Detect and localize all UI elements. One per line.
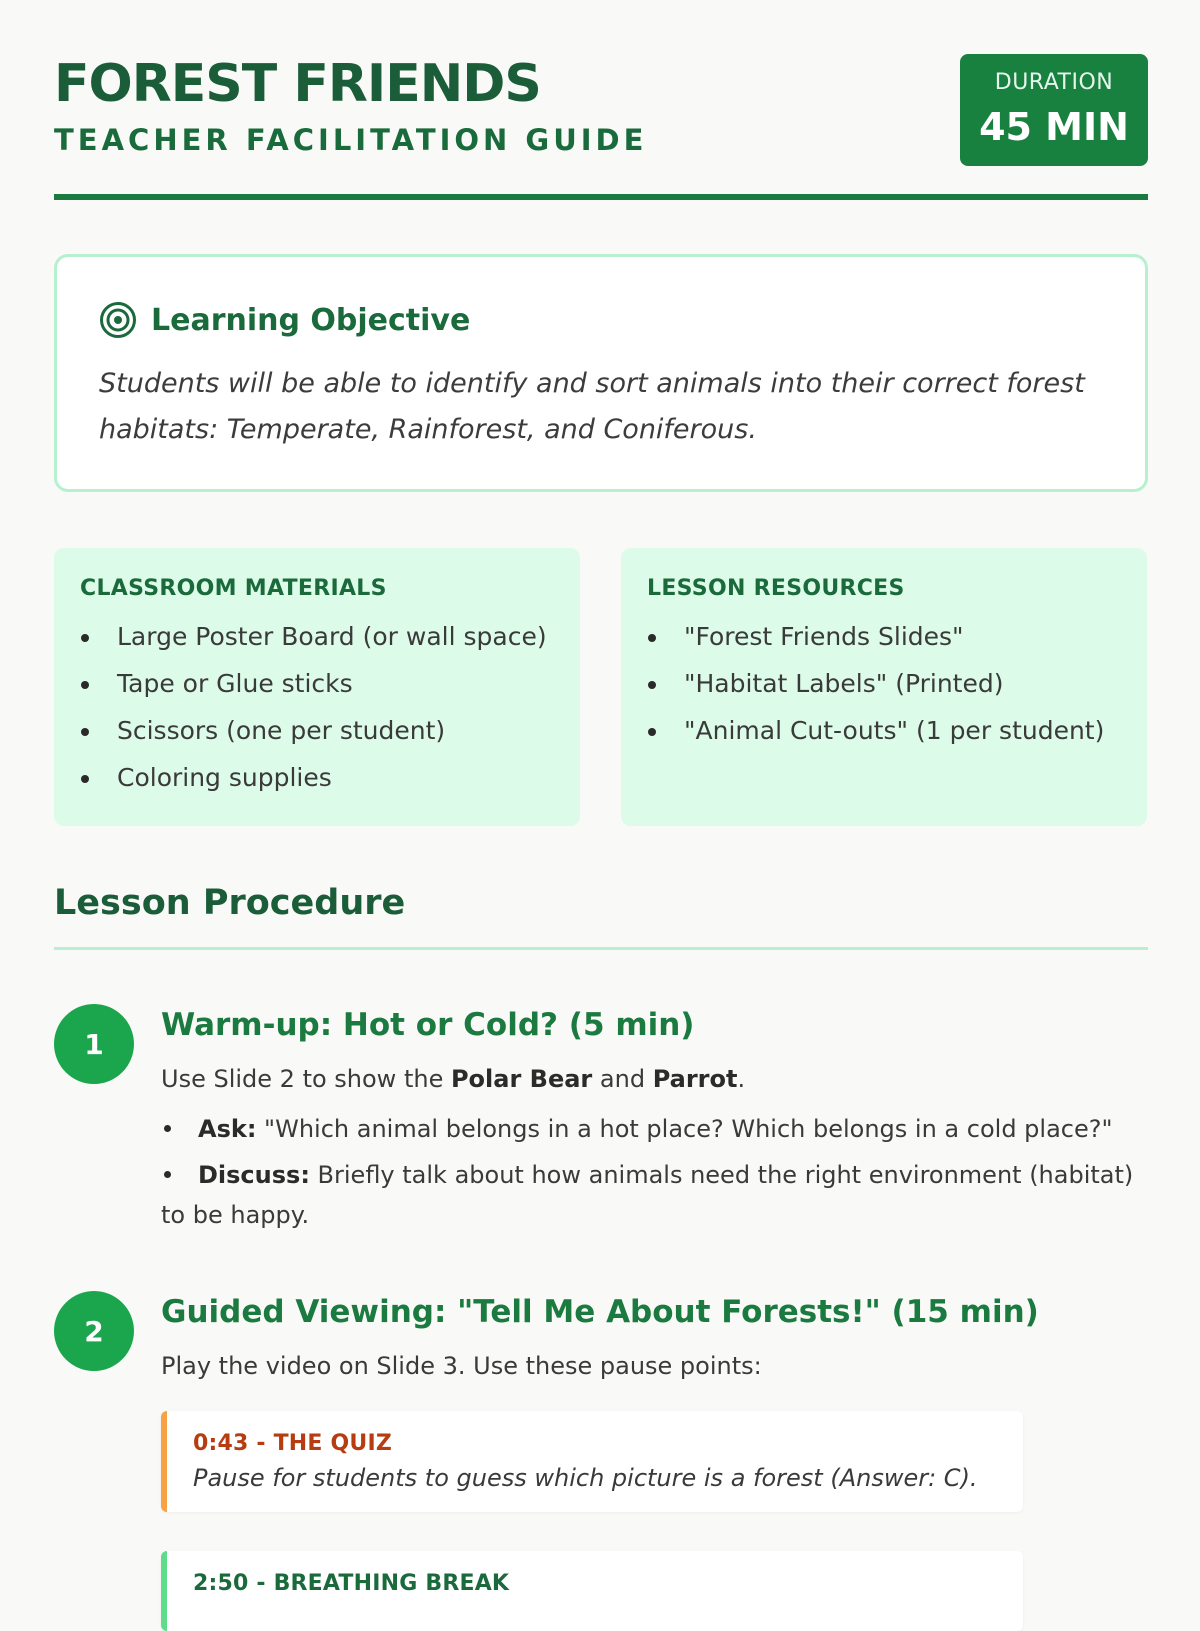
step-body — [161, 1291, 1148, 1596]
facilitation-guide-page — [54, 0, 1148, 1596]
duration-value: 45 MIN — [979, 105, 1129, 149]
list-item: Coloring supplies — [80, 754, 554, 801]
procedure-title: Lesson Procedure — [54, 883, 406, 923]
bullet-dot — [164, 1171, 171, 1178]
step-body — [161, 1004, 1148, 1235]
objective-title: Learning Objective — [151, 302, 471, 338]
step-intro-text: . — [737, 1065, 746, 1093]
guide-subtitle: TEACHER FACILITATION GUIDE — [54, 123, 648, 157]
step-intro-text: Use Slide 2 to show the — [161, 1065, 451, 1093]
guide-title: FOREST FRIENDS — [54, 54, 541, 114]
materials-resources-row — [54, 548, 1148, 826]
step-intro-bold: Parrot — [652, 1065, 738, 1093]
pause-text: Pause for students to guess which picture is a forest (Answer: C). — [193, 1464, 978, 1492]
step-number-badge: 1 — [54, 1004, 134, 1084]
bullet-text: "Which animal belongs in a hot place? Which belongs in a cold place?" — [256, 1115, 1113, 1143]
step-title: Guided Viewing: "Tell Me About Forests!" (15 min) — [161, 1294, 1039, 1330]
list-item — [161, 1109, 1148, 1149]
list-item: Tape or Glue sticks — [80, 660, 554, 707]
materials-title: CLASSROOM MATERIALS — [80, 576, 387, 601]
classroom-materials-card — [54, 548, 580, 826]
list-item: "Animal Cut-outs" (1 per student) — [647, 707, 1121, 754]
step-intro-bold: Polar Bear — [450, 1065, 593, 1093]
resources-title: LESSON RESOURCES — [647, 576, 905, 601]
materials-list — [80, 613, 554, 801]
pause-point-card — [161, 1411, 1023, 1512]
step-bullets — [161, 1109, 1148, 1235]
bullet-label: Ask: — [198, 1115, 257, 1143]
step-intro-text: and — [592, 1065, 653, 1093]
lesson-resources-card — [621, 548, 1147, 826]
list-item: Scissors (one per student) — [80, 707, 554, 754]
learning-objective-box — [54, 254, 1148, 492]
procedure-divider — [54, 947, 1148, 950]
header — [54, 0, 1148, 200]
target-icon — [99, 301, 137, 339]
step-number-badge: 2 — [54, 1291, 134, 1371]
bullet-text: Briefly talk about how animals need the right environment (habitat) to be happy. — [161, 1161, 1134, 1229]
step-intro: Play the video on Slide 3. Use these pause points: — [161, 1352, 762, 1380]
resources-list — [647, 613, 1121, 754]
list-item: "Habitat Labels" (Printed) — [647, 660, 1121, 707]
duration-badge — [960, 54, 1148, 166]
objective-heading — [99, 301, 470, 339]
step-title: Warm-up: Hot or Cold? (5 min) — [161, 1007, 695, 1043]
duration-label: DURATION — [994, 70, 1114, 95]
bullet-label: Discuss: — [198, 1161, 310, 1189]
pause-point-card — [161, 1551, 1023, 1631]
pause-time: 0:43 - THE QUIZ — [193, 1431, 392, 1456]
list-item: "Forest Friends Slides" — [647, 613, 1121, 660]
step-intro — [161, 1065, 1148, 1093]
list-item: Large Poster Board (or wall space) — [80, 613, 554, 660]
list-item — [161, 1155, 1148, 1235]
bullet-dot — [164, 1125, 171, 1132]
pause-time: 2:50 - BREATHING BREAK — [193, 1571, 510, 1596]
header-divider — [54, 194, 1148, 200]
objective-text: Students will be able to identify and sort animals into their correct forest habitats: Temperate, Rainforest, and Coniferous. — [99, 368, 1085, 445]
